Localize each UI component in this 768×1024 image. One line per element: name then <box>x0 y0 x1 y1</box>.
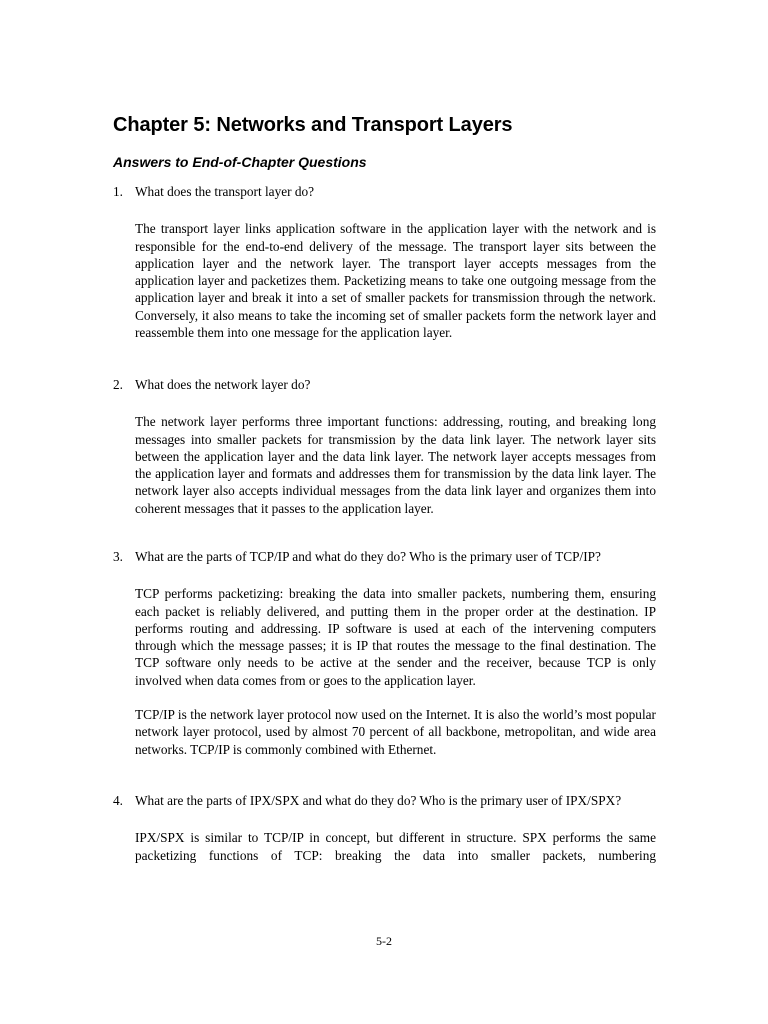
question-1 <box>113 183 656 341</box>
question-number: 4. <box>113 793 123 808</box>
question-text: What are the parts of TCP/IP and what do they do? Who is the primary user of TCP/IP? <box>135 549 601 564</box>
question-4 <box>113 792 656 864</box>
question-row <box>113 548 656 565</box>
question-number: 1. <box>113 184 123 199</box>
question-row <box>113 183 656 200</box>
answer-paragraph: The transport layer links application software in the application layer with the network and is responsible for the end-to-end delivery of the message. The transport layer sits between the application layer and the network layer. The transport layer accepts messages from the application layer and packetizes them. Packetizing means to take one outgoing message from the application layer and break it into a set of smaller packets for transmission through the network. Conversely, it also means to take the incoming set of smaller packets form the network layer and reassemble them into one message for the application layer. <box>135 221 656 341</box>
question-3 <box>113 548 656 758</box>
question-text: What does the transport layer do? <box>135 184 315 199</box>
question-2 <box>113 376 656 517</box>
question-text: What does the network layer do? <box>135 377 311 392</box>
question-row <box>113 792 656 809</box>
question-number: 2. <box>113 377 123 392</box>
answer-paragraph: IPX/SPX is similar to TCP/IP in concept, but different in structure. SPX performs the same packetizing functions of TCP: breaking the data into smaller packets, numbering <box>135 830 656 863</box>
question-row <box>113 376 656 393</box>
answer-paragraph: TCP performs packetizing: breaking the data into smaller packets, numbering them, ensuring each packet is reliably delivered, and putting them in the proper order at the destination. IP performs routing and addressing. IP software is used at each of the intervening computers through which the message passes; it is IP that routes the message to the final destination. The TCP software only needs to be active at the sender and the receiver, because TCP is only involved when data comes from or goes to the application layer. <box>135 586 656 688</box>
page-number: 5-2 <box>376 934 392 948</box>
question-text: What are the parts of IPX/SPX and what do they do? Who is the primary user of IPX/SPX? <box>135 793 622 808</box>
answer-paragraph: The network layer performs three important functions: addressing, routing, and breaking long messages into smaller packets for transmission by the data link layer. The network layer sits between the application layer and the data link layer. The network layer accepts messages from the application layer and formats and addresses them for transmission by the data link layer. The network layer also accepts individual messages from the data link layer and organizes them into coherent messages that it passes to the application layer. <box>135 414 656 516</box>
answer-paragraph: TCP/IP is the network layer protocol now used on the Internet. It is also the world’s most popular network layer protocol, used by almost 70 percent of all backbone, metropolitan, and wide area networks. TCP/IP is commonly combined with Ethernet. <box>135 707 656 757</box>
question-number: 3. <box>113 549 123 564</box>
section-subtitle: Answers to End-of-Chapter Questions <box>113 154 367 170</box>
chapter-title: Chapter 5: Networks and Transport Layers <box>113 114 513 136</box>
